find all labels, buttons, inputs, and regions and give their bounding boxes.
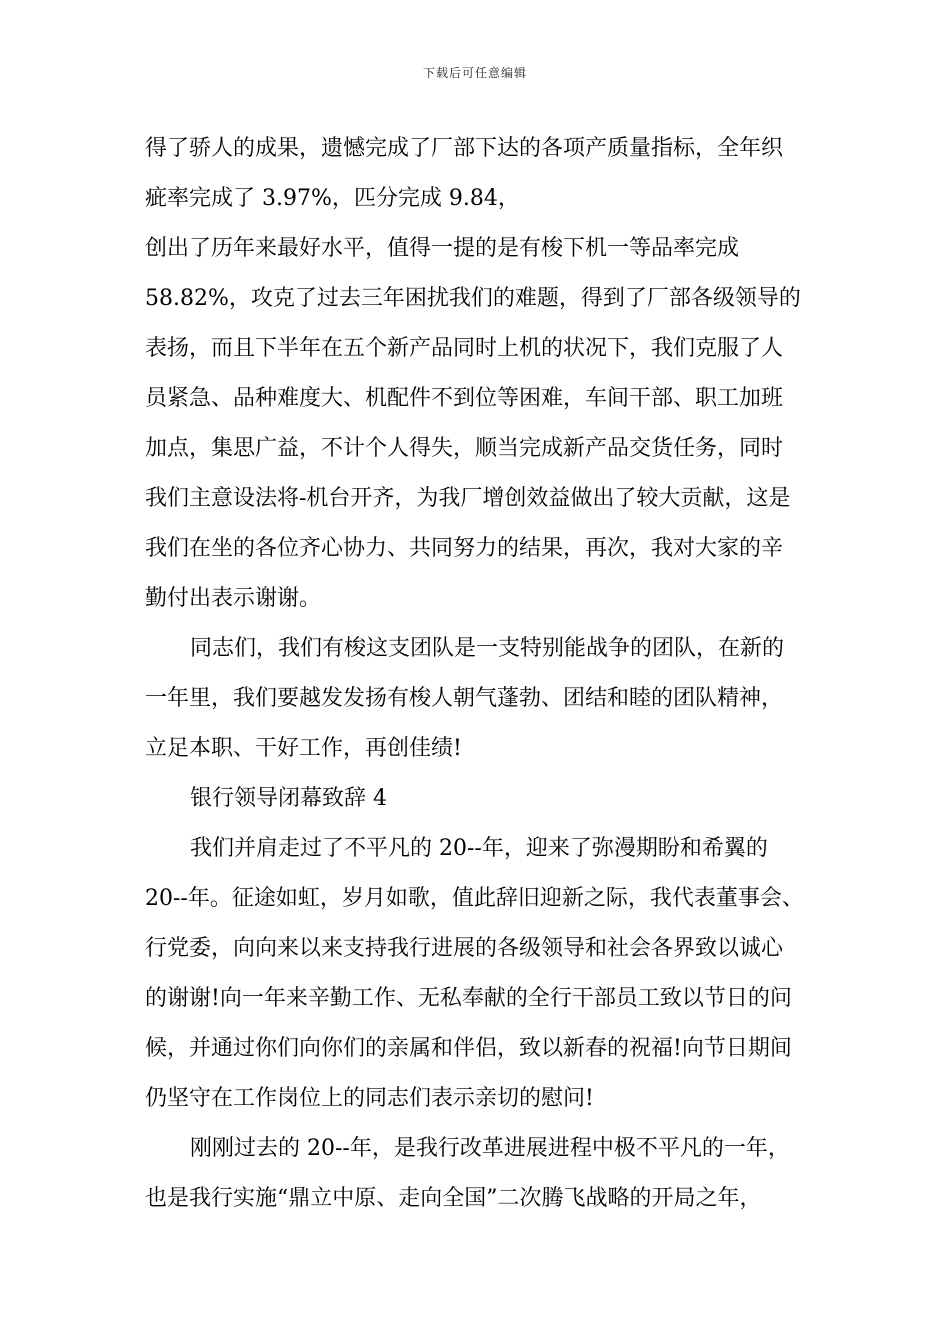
text-line: 得了骄人的成果，遗憾完成了厂部下达的各项产质量指标，全年织 (145, 136, 784, 161)
text-line: 一年里，我们要越发发扬有梭人朝气蓬勃、团结和睦的团队精神， (145, 686, 784, 711)
text-line: 表扬，而且下半年在五个新产品同时上机的状况下，我们克服了人 (145, 336, 784, 361)
text-line: 员紧急、品种难度大、机配件不到位等困难，车间干部、职工加班 (145, 386, 784, 411)
text-line: 立足本职、干好工作，再创佳绩! (145, 736, 462, 761)
text-line: 也是我行实施“鼎立中原、走向全国”二次腾飞战略的开局之年， (145, 1186, 762, 1211)
text-line: 刚刚过去的 20--年，是我行改革进展进程中极不平凡的一年， (190, 1136, 790, 1161)
text-line: 的谢谢!向一年来辛勤工作、无私奉献的全行干部员工致以节日的问 (145, 986, 792, 1011)
text-line: 我们主意设法将-机台开齐，为我厂增创效益做出了较大贡献，这是 (145, 486, 791, 511)
section-heading: 银行领导闭幕致辞 4 (190, 786, 387, 811)
text-line: 加点，集思广益，不计个人得失，顺当完成新产品交货任务，同时 (145, 436, 784, 461)
text-line: 58.82%，攻克了过去三年困扰我们的难题，得到了厂部各级领导的 (145, 286, 801, 311)
text-line: 勤付出表示谢谢。 (145, 586, 322, 611)
text-line: 同志们，我们有梭这支团队是一支特别能战争的团队，在新的 (190, 636, 785, 661)
text-line: 我们并肩走过了不平凡的 20--年，迎来了弥漫期盼和希翼的 (190, 836, 768, 861)
text-line: 候，并通过你们向你们的亲属和伴侣，致以新春的祝福!向节日期间 (145, 1036, 792, 1061)
text-line: 20--年。征途如虹，岁月如歌，值此辞旧迎新之际，我代表董事会、 (145, 886, 804, 911)
text-line: 疵率完成了 3.97%，匹分完成 9.84， (145, 186, 520, 211)
text-line: 创出了历年来最好水平，值得一提的是有梭下机一等品率完成 (145, 236, 740, 261)
text-line: 行党委，向向来以来支持我行进展的各级领导和社会各界致以诚心 (145, 936, 784, 961)
text-line: 仍坚守在工作岗位上的同志们表示亲切的慰问! (145, 1086, 594, 1111)
page-header-note: 下载后可任意编辑 (422, 66, 527, 80)
text-line: 我们在坐的各位齐心协力、共同努力的结果，再次，我对大家的辛 (145, 536, 784, 561)
